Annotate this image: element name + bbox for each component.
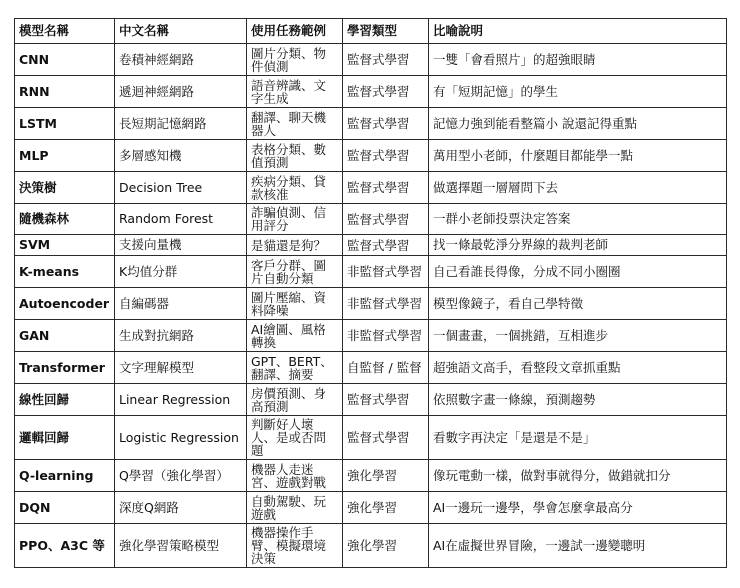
- cell-chinese-name: 卷積神經網路: [115, 44, 247, 76]
- table-row: [15, 384, 727, 416]
- cell-model-name: DQN: [15, 492, 115, 524]
- cell-task-examples: 客戶分群、圖片自動分類: [247, 256, 343, 288]
- cell-learning-type: 強化學習: [343, 492, 429, 524]
- cell-task-examples: 詐騙偵測、信用評分: [247, 204, 343, 235]
- table-row: [15, 320, 727, 352]
- cell-task-examples: 機器操作手臂、模擬環境決策: [247, 524, 343, 568]
- table-row: [15, 256, 727, 288]
- table-row: [15, 352, 727, 384]
- table-row: [15, 204, 727, 235]
- cell-learning-type: 強化學習: [343, 460, 429, 492]
- cell-task-examples: 疾病分類、貸款核准: [247, 172, 343, 204]
- table-row: [15, 288, 727, 320]
- cell-chinese-name: 遞迴神經網路: [115, 76, 247, 108]
- cell-analogy: 一雙「會看照片」的超強眼睛: [429, 44, 727, 76]
- header-learning-type: 學習類型: [343, 19, 429, 44]
- cell-task-examples: 判斷好人壞人、是或否問題: [247, 416, 343, 460]
- cell-model-name: CNN: [15, 44, 115, 76]
- cell-learning-type: 非監督式學習: [343, 320, 429, 352]
- cell-learning-type: 自監督 / 監督: [343, 352, 429, 384]
- table-row: [15, 44, 727, 76]
- cell-chinese-name: K均值分群: [115, 256, 247, 288]
- header-model-name: 模型名稱: [15, 19, 115, 44]
- cell-model-name: GAN: [15, 320, 115, 352]
- table-row: [15, 172, 727, 204]
- cell-model-name: 邏輯回歸: [15, 416, 115, 460]
- cell-chinese-name: 深度Q網路: [115, 492, 247, 524]
- cell-model-name: K-means: [15, 256, 115, 288]
- cell-model-name: MLP: [15, 140, 115, 172]
- cell-chinese-name: 生成對抗網路: [115, 320, 247, 352]
- header-task-examples: 使用任務範例: [247, 19, 343, 44]
- cell-model-name: PPO、A3C 等: [15, 524, 115, 568]
- cell-chinese-name: Decision Tree: [115, 172, 247, 204]
- cell-learning-type: 監督式學習: [343, 384, 429, 416]
- cell-task-examples: GPT、BERT、翻譯、摘要: [247, 352, 343, 384]
- cell-analogy: AI在虛擬世界冒險，一邊試一邊變聰明: [429, 524, 727, 568]
- cell-analogy: 一群小老師投票決定答案: [429, 204, 727, 235]
- cell-learning-type: 監督式學習: [343, 204, 429, 235]
- cell-task-examples: 翻譯、聊天機器人: [247, 108, 343, 140]
- cell-model-name: LSTM: [15, 108, 115, 140]
- cell-learning-type: 監督式學習: [343, 108, 429, 140]
- cell-analogy: 自己看誰長得像，分成不同小圈圈: [429, 256, 727, 288]
- cell-analogy: 看數字再決定「是還是不是」: [429, 416, 727, 460]
- cell-task-examples: AI繪圖、風格轉換: [247, 320, 343, 352]
- cell-task-examples: 自動駕駛、玩遊戲: [247, 492, 343, 524]
- cell-chinese-name: Logistic Regression: [115, 416, 247, 460]
- cell-task-examples: 語音辨識、文字生成: [247, 76, 343, 108]
- cell-learning-type: 強化學習: [343, 524, 429, 568]
- table-body: [15, 44, 727, 568]
- table-row: [15, 140, 727, 172]
- cell-chinese-name: 支援向量機: [115, 235, 247, 256]
- cell-model-name: Autoencoder: [15, 288, 115, 320]
- cell-model-name: SVM: [15, 235, 115, 256]
- header-analogy: 比喻說明: [429, 19, 727, 44]
- model-comparison-table: [14, 18, 727, 568]
- cell-chinese-name: Linear Regression: [115, 384, 247, 416]
- cell-analogy: 記憶力強到能看整篇小 說還記得重點: [429, 108, 727, 140]
- cell-learning-type: 監督式學習: [343, 172, 429, 204]
- cell-analogy: 有「短期記憶」的學生: [429, 76, 727, 108]
- table-row: [15, 235, 727, 256]
- cell-task-examples: 圖片壓縮、資料降噪: [247, 288, 343, 320]
- cell-task-examples: 房價預測、身高預測: [247, 384, 343, 416]
- table-row: [15, 416, 727, 460]
- cell-learning-type: 非監督式學習: [343, 288, 429, 320]
- table-row: [15, 460, 727, 492]
- cell-learning-type: 監督式學習: [343, 76, 429, 108]
- cell-task-examples: 機器人走迷宮、遊戲對戰: [247, 460, 343, 492]
- cell-chinese-name: 自編碼器: [115, 288, 247, 320]
- cell-analogy: 萬用型小老師，什麼題目都能學一點: [429, 140, 727, 172]
- cell-learning-type: 監督式學習: [343, 140, 429, 172]
- cell-chinese-name: 多層感知機: [115, 140, 247, 172]
- cell-analogy: AI一邊玩一邊學，學會怎麼拿最高分: [429, 492, 727, 524]
- cell-chinese-name: 強化學習策略模型: [115, 524, 247, 568]
- cell-model-name: Transformer: [15, 352, 115, 384]
- cell-model-name: Q-learning: [15, 460, 115, 492]
- cell-model-name: 隨機森林: [15, 204, 115, 235]
- cell-chinese-name: Q學習（強化學習）: [115, 460, 247, 492]
- cell-model-name: RNN: [15, 76, 115, 108]
- cell-chinese-name: 長短期記憶網路: [115, 108, 247, 140]
- cell-model-name: 決策樹: [15, 172, 115, 204]
- cell-task-examples: 是貓還是狗？: [247, 235, 343, 256]
- cell-chinese-name: Random Forest: [115, 204, 247, 235]
- model-table-container: [14, 18, 727, 568]
- table-header-row: [15, 19, 727, 44]
- cell-learning-type: 監督式學習: [343, 416, 429, 460]
- cell-analogy: 找一條最乾淨分界線的裁判老師: [429, 235, 727, 256]
- table-row: [15, 76, 727, 108]
- cell-analogy: 做選擇題一層層問下去: [429, 172, 727, 204]
- cell-task-examples: 表格分類、數值預測: [247, 140, 343, 172]
- cell-learning-type: 監督式學習: [343, 44, 429, 76]
- cell-analogy: 一個畫畫，一個挑錯，互相進步: [429, 320, 727, 352]
- cell-analogy: 超強語文高手，看整段文章抓重點: [429, 352, 727, 384]
- cell-learning-type: 非監督式學習: [343, 256, 429, 288]
- header-chinese-name: 中文名稱: [115, 19, 247, 44]
- cell-analogy: 模型像鏡子，看自己學特徵: [429, 288, 727, 320]
- cell-analogy: 像玩電動一樣，做對事就得分，做錯就扣分: [429, 460, 727, 492]
- cell-chinese-name: 文字理解模型: [115, 352, 247, 384]
- table-row: [15, 108, 727, 140]
- cell-task-examples: 圖片分類、物件偵測: [247, 44, 343, 76]
- cell-model-name: 線性回歸: [15, 384, 115, 416]
- cell-learning-type: 監督式學習: [343, 235, 429, 256]
- cell-analogy: 依照數字畫一條線，預測趨勢: [429, 384, 727, 416]
- table-row: [15, 492, 727, 524]
- table-row: [15, 524, 727, 568]
